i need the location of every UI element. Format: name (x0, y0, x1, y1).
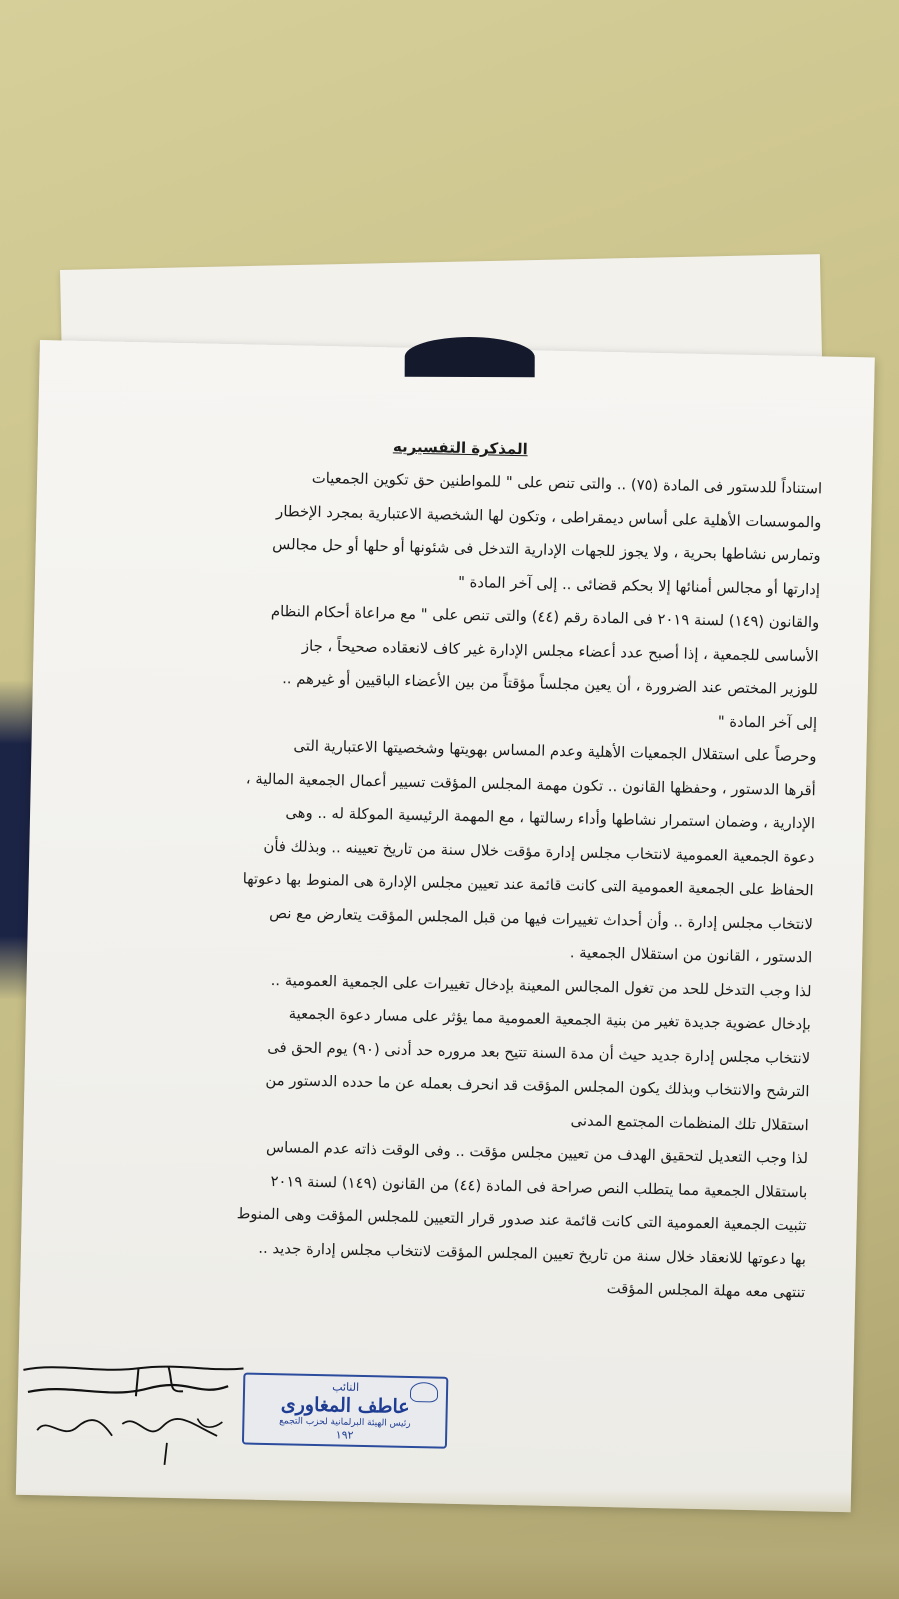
stamp-line-3: رئيس الهيئة البرلمانية لحزب التجمع (279, 1416, 411, 1429)
signature-area (16, 1360, 439, 1499)
text-line: استقلال تلك المنظمات المجتمع المدنى (570, 1111, 809, 1134)
text-line: والقانون (١٤٩) لسنة ٢٠١٩ فى المادة رقم (٤٤) والتى تنص على " مع مراعاة أحكام النظام (270, 602, 820, 632)
text-line: بإدخال عضوية جديدة تغير من بنية الجمعية العمومية مما يؤثر على مسار دعوة الجمعية (288, 1005, 812, 1034)
handwritten-signature (16, 1360, 248, 1475)
text-line: الأساسى للجمعية ، إذا أصبح عدد أعضاء مجلس الإدارة غير كاف لانعقاده صحيحاً ، جاز (301, 637, 819, 665)
text-line: دعوة الجمعية العمومية لانتخاب مجلس إدارة مؤقت خلال سنة من تاريخ تعيينه .. وبذلك فأن (263, 837, 815, 866)
text-line: والموسسات الأهلية على أساس ديمقراطى ، وتكون لها الشخصية الاعتبارية بمجرد الإخطار (275, 502, 822, 531)
surface-shadow (0, 1489, 899, 1599)
paragraph-5 (80, 1127, 808, 1310)
text-line: بها دعوتها للانعقاد خلال سنة من تاريخ تعيين المجلس المؤقت لانتخاب مجلس إدارة جديد .. (258, 1239, 807, 1268)
text-line: لانتخاب مجلس إدارة جديد حيث أن مدة السنة تتيح بعد مروره حد أدنى (٩٠) يوم الحق فى (267, 1038, 811, 1067)
document-title: المذكرة التفسيريه (392, 437, 528, 459)
text-line: لذا وجب التعديل لتحقيق الهدف من تعيين مجلس مؤقت .. وفى الوقت ذاته عدم المساس (265, 1138, 809, 1168)
text-line: الدستور ، القانون من استقلال الجمعية . (569, 944, 813, 967)
document-page (16, 340, 875, 1512)
text-line: الإدارية ، وضمان استمرار نشاطها وأداء رسالتها ، مع المهمة الرئيسية الموكلة له .. وهى (285, 804, 816, 833)
official-stamp (242, 1372, 448, 1448)
document-body (80, 431, 823, 1309)
text-line: باستقلال الجمعية مما يتطلب النص صراحة فى المادة (٤٤) من القانون (١٤٩) لسنة ٢٠١٩ (270, 1172, 808, 1201)
paragraph-4 (84, 960, 812, 1143)
paragraph-1 (95, 457, 823, 606)
text-line: الحفاظ على الجمعية العمومية التى كانت قائمة عند تعيين مجلس الإدارة هى المنوط بها دعوتها (242, 870, 814, 900)
text-line: إلى آخر المادة " (717, 712, 818, 732)
text-line: وتمارس نشاطها بحرية ، ولا يجوز للجهات الإدارية التدخل فى شئونها أو حلها أو حل مجالس (272, 535, 821, 565)
text-line: تثبيت الجمعية العمومية التى كانت قائمة عند صدور قرار التعيين للمجلس المؤقت وهى المنوط (236, 1205, 807, 1235)
text-line: لذا وجب التدخل للحد من تغول المجالس المعينة بإدخال تغييرات على الجمعية العمومية .. (270, 971, 812, 1000)
paragraph-2 (92, 591, 820, 740)
stamp-line-4: ١٩٢ (335, 1428, 354, 1442)
text-line: إدارتها أو مجالس أمنائها إلا بحكم قضائى .. إلى آخر المادة " (457, 573, 821, 598)
text-line: الترشح والانتخاب وبذلك يكون المجلس المؤقت قد انحرف بعمله عن ما حدده الدستور من (265, 1071, 810, 1101)
binder-clip (405, 337, 535, 377)
emblem-icon (410, 1382, 438, 1403)
text-line: تنتهى معه مهلة المجلس المؤقت (606, 1280, 806, 1302)
stamp-line-2: عاطف المغاورى (280, 1393, 410, 1418)
paragraph-3 (87, 725, 817, 975)
stamp-line-1: النائب (332, 1380, 360, 1394)
text-line: لانتخاب مجلس إدارة .. وأن أحداث تغييرات فيها من قبل المجلس المؤقت يتعارض مع نص (269, 904, 814, 933)
text-line: أقرها الدستور ، وحفظها القانون .. تكون مهمة المجلس المؤقت تسيير أعمال الجمعية المالية ، (245, 769, 816, 799)
text-line: للوزير المختص عند الضرورة ، أن يعين مجلساً مؤقتاً من بين الأعضاء الباقيين أو غيرهم .. (282, 670, 819, 699)
text-line: استناداً للدستور فى المادة (٧٥) .. والتى تنص على " للمواطنين حق تكوين الجمعيات (311, 469, 823, 498)
text-line: وحرصاً على استقلال الجمعيات الأهلية وعدم المساس بهويتها وشخصيتها الاعتبارية التى (293, 737, 817, 766)
